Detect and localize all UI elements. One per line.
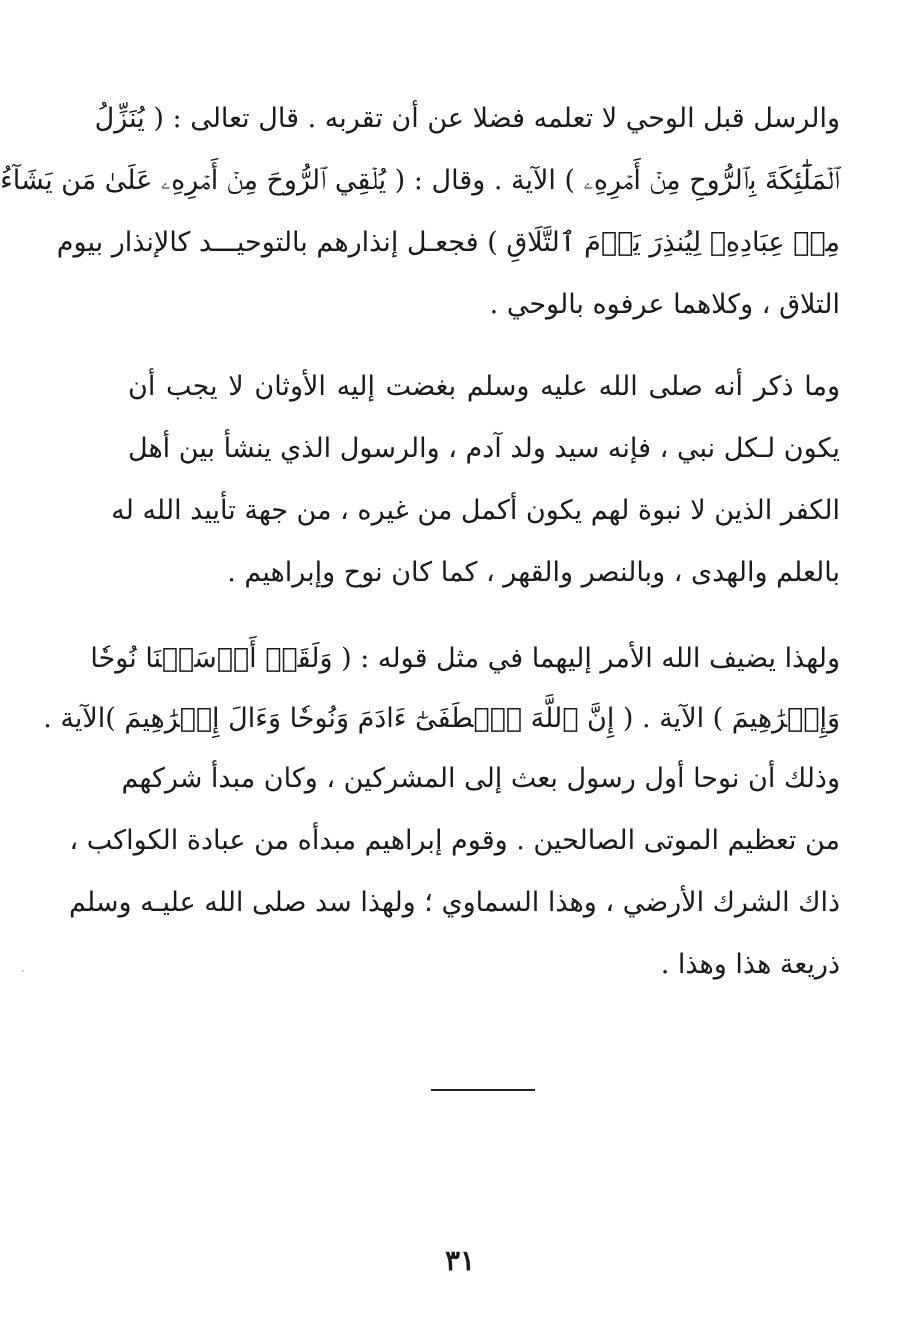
paragraph-2 bbox=[111, 356, 840, 604]
paragraph-line: وَإِبۡرَٰهِيمَ ) الآية . ( إِنَّ ٱللَّهَ ٱصۡطَفَىٰٓ ءَادَمَ وَنُوحٗا وَءَالَ إِبۡرَٰهِيمَ )الآية . bbox=[43, 703, 840, 734]
paragraph-line: ولهذا يضيف الله الأمر إليهما في مثل قوله : ( وَلَقَدۡ أَرۡسَلۡنَا نُوحٗا bbox=[90, 643, 840, 674]
footnote-divider bbox=[431, 1089, 535, 1091]
page-number: ٣١ bbox=[444, 1244, 476, 1277]
paragraph-line: بالعلم والهدى ، وبالنصر والقهر ، كما كان نوح وإبراهيم . bbox=[227, 557, 840, 588]
paragraph-line: وما ذكر أنه صلى الله عليه وسلم بغضت إليه الأوثان لا يجب أن bbox=[128, 371, 840, 402]
scan-speck bbox=[22, 970, 24, 972]
paragraph-1 bbox=[0, 88, 840, 336]
paragraph-line: مِنۡ عِبَادِهِۦ لِيُنذِرَ يَوۡمَ ٱلتَّلَاقِ ) فجعـل إنذارهم بالتوحيـــد كالإنذار بيوم bbox=[56, 227, 840, 258]
paragraph-line: وذلك أن نوحا أول رسول بعث إلى المشركين ، وكان مبدأ شركهم bbox=[121, 763, 840, 794]
paragraph-line: الكفر الذين لا نبوة لهم يكون أكمل من غيره ، من جهة تأييد الله له bbox=[111, 495, 840, 526]
paragraph-3 bbox=[43, 628, 840, 996]
paragraph-line: ذاك الشرك الأرضي ، وهذا السماوي ؛ ولهذا سد صلى الله عليـه وسلم bbox=[68, 887, 840, 918]
paragraph-line: ذريعة هذا وهذا . bbox=[660, 949, 840, 980]
paragraph-line: من تعظيم الموتى الصالحين . وقوم إبراهيم مبدأه من عبادة الكواكب ، bbox=[69, 825, 840, 856]
paragraph-line: التلاق ، وكلاهما عرفوه بالوحي . bbox=[489, 289, 840, 320]
paragraph-line: يكون لـكل نبي ، فإنه سيد ولد آدم ، والرسول الذي ينشأ بين أهل bbox=[128, 433, 840, 464]
paragraph-line: ٱلۡمَلَٰٓئِكَةَ بِٱلرُّوحِ مِنۡ أَمۡرِهِۦ ) الآية . وقال : ( يُلۡقِي ٱلرُّوحَ مِنۡ أَمۡرِهِۦ عَلَىٰ مَن يَشَآءُ bbox=[0, 165, 840, 196]
paragraph-line: والرسل قبل الوحي لا تعلمه فضلا عن أن تقربه . قال تعالى : ( يُنَزِّلُ bbox=[94, 103, 840, 134]
